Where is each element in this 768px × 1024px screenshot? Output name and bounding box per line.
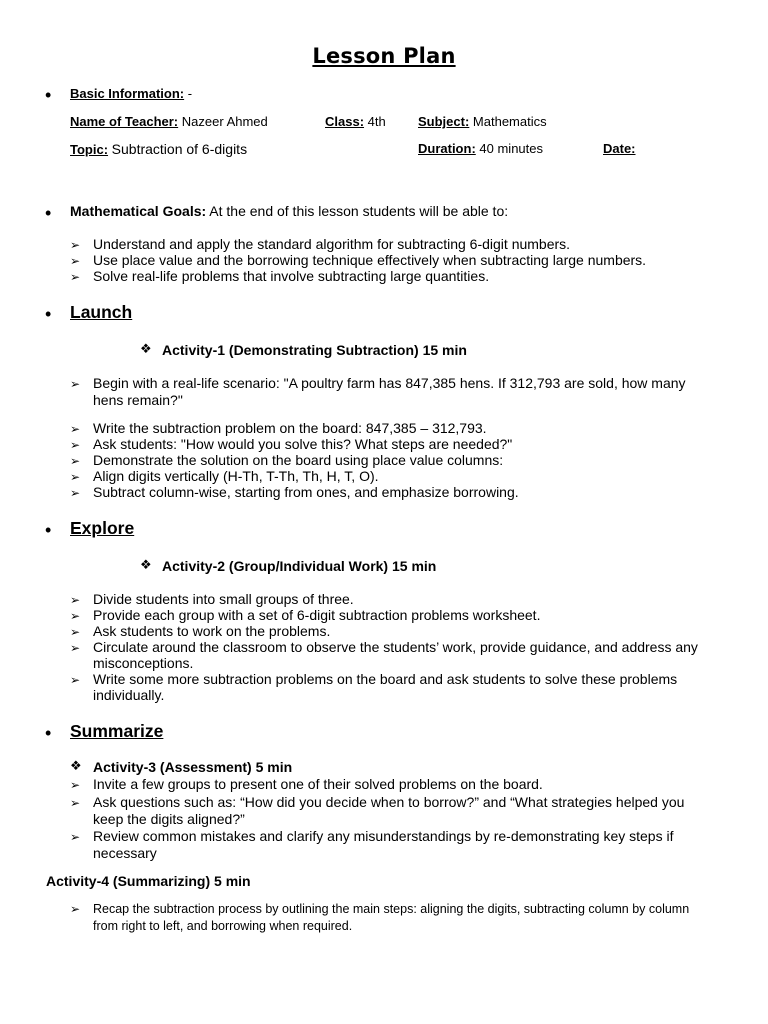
four-diamond-bullet-icon: ❖ (140, 557, 152, 572)
topic-label: Topic: (70, 142, 109, 157)
arrowhead-bullet-icon: ➢ (70, 830, 81, 844)
launch-item: Subtract column-wise, starting from ones, and emphasize borrowing. (93, 484, 519, 500)
launch-heading: Launch (70, 302, 133, 322)
disc-bullet-icon: • (45, 723, 52, 743)
page-title: Lesson Plan (312, 44, 456, 68)
summarize-activity-title: Activity-3 (Assessment) 5 min (93, 759, 293, 775)
arrowhead-bullet-icon: ➢ (70, 454, 81, 468)
duration-value: 40 minutes (479, 141, 543, 156)
arrowhead-bullet-icon: ➢ (70, 422, 81, 436)
basic-info-heading-row (70, 86, 192, 101)
explore-item-line1: Circulate around the classroom to observe the students’ work, provide guidance, and address any (93, 639, 698, 655)
launch-activity-title: Activity-1 (Demonstrating Subtraction) 15 min (162, 342, 467, 358)
duration-label: Duration: (418, 141, 476, 156)
goal-item: Use place value and the borrowing technique effectively when subtracting large numbers. (93, 252, 647, 268)
explore-item-line1: Write some more subtraction problems on the board and ask students to solve these problems (93, 671, 678, 687)
subject-field (418, 114, 547, 129)
basic-info-heading: Basic Information: (70, 86, 185, 101)
four-diamond-bullet-icon: ❖ (140, 341, 152, 356)
summarize-item-line1: Ask questions such as: “How did you decide when to borrow?” and “What strategies helped you (93, 794, 685, 810)
four-diamond-bullet-icon: ❖ (70, 758, 82, 773)
arrowhead-bullet-icon: ➢ (70, 438, 81, 452)
explore-item: Ask students to work on the problems. (93, 623, 331, 639)
goals-intro: At the end of this lesson students will be able to: (206, 203, 509, 219)
launch-item: Write the subtraction problem on the board: 847,385 – 312,793. (93, 420, 487, 436)
arrowhead-bullet-icon: ➢ (70, 673, 81, 687)
arrowhead-bullet-icon: ➢ (70, 796, 81, 810)
arrowhead-bullet-icon: ➢ (70, 470, 81, 484)
arrowhead-bullet-icon: ➢ (70, 902, 81, 916)
launch-item: Align digits vertically (H-Th, T-Th, Th, H, T, O). (93, 468, 379, 484)
activity4-heading: Activity-4 (Summarizing) 5 min (46, 873, 251, 889)
basic-info-suffix: - (184, 86, 193, 101)
launch-item-line2: hens remain?" (93, 392, 183, 408)
arrowhead-bullet-icon: ➢ (70, 270, 81, 284)
topic-value: Subtraction of 6-digits (111, 141, 248, 157)
disc-bullet-icon: • (45, 85, 52, 105)
launch-item: Ask students: "How would you solve this? What steps are needed?" (93, 436, 513, 452)
arrowhead-bullet-icon: ➢ (70, 778, 81, 792)
teacher-label: Name of Teacher: (70, 114, 179, 129)
goals-heading: Mathematical Goals: (70, 203, 207, 219)
arrowhead-bullet-icon: ➢ (70, 593, 81, 607)
activity4-item-line2: from right to left, and borrowing when required. (93, 919, 353, 933)
summarize-item-line2: keep the digits aligned?” (93, 811, 245, 827)
launch-item-line1: Begin with a real-life scenario: "A poultry farm has 847,385 hens. If 312,793 are sold, how many (93, 375, 686, 391)
arrowhead-bullet-icon: ➢ (70, 238, 81, 252)
topic-field (70, 141, 247, 157)
arrowhead-bullet-icon: ➢ (70, 609, 81, 623)
summarize-item: Invite a few groups to present one of their solved problems on the board. (93, 776, 543, 792)
arrowhead-bullet-icon: ➢ (70, 254, 81, 268)
goal-item: Understand and apply the standard algorithm for subtracting 6-digit numbers. (93, 236, 571, 252)
summarize-item-line2: necessary (93, 845, 157, 861)
activity4-item-line1: Recap the subtraction process by outlining the main steps: aligning the digits, subtracting column by column (93, 902, 690, 916)
class-label: Class: (325, 114, 365, 129)
disc-bullet-icon: • (45, 304, 52, 324)
arrowhead-bullet-icon: ➢ (70, 377, 81, 391)
arrowhead-bullet-icon: ➢ (70, 625, 81, 639)
arrowhead-bullet-icon: ➢ (70, 641, 81, 655)
goals-heading-row (70, 203, 508, 219)
explore-item-line2: misconceptions. (93, 655, 194, 671)
date-label: Date: (603, 141, 636, 156)
explore-item: Divide students into small groups of three. (93, 591, 354, 607)
summarize-heading: Summarize (70, 721, 164, 741)
explore-item: Provide each group with a set of 6-digit subtraction problems worksheet. (93, 607, 541, 623)
explore-heading: Explore (70, 518, 135, 538)
arrowhead-bullet-icon: ➢ (70, 486, 81, 500)
explore-item-line2: individually. (93, 687, 165, 703)
disc-bullet-icon: • (45, 520, 52, 540)
launch-item: Demonstrate the solution on the board using place value columns: (93, 452, 504, 468)
disc-bullet-icon: • (45, 203, 52, 223)
duration-field (418, 141, 543, 156)
teacher-value: Nazeer Ahmed (181, 114, 268, 129)
class-field (325, 114, 386, 129)
teacher-field (70, 114, 268, 129)
class-value: 4th (367, 114, 386, 129)
subject-label: Subject: (418, 114, 470, 129)
goal-item: Solve real-life problems that involve subtracting large quantities. (93, 268, 490, 284)
date-field (603, 141, 636, 156)
explore-activity-title: Activity-2 (Group/Individual Work) 15 min (162, 558, 437, 574)
summarize-item-line1: Review common mistakes and clarify any misunderstandings by re-demonstrating key steps if (93, 828, 674, 844)
subject-value: Mathematics (472, 114, 547, 129)
